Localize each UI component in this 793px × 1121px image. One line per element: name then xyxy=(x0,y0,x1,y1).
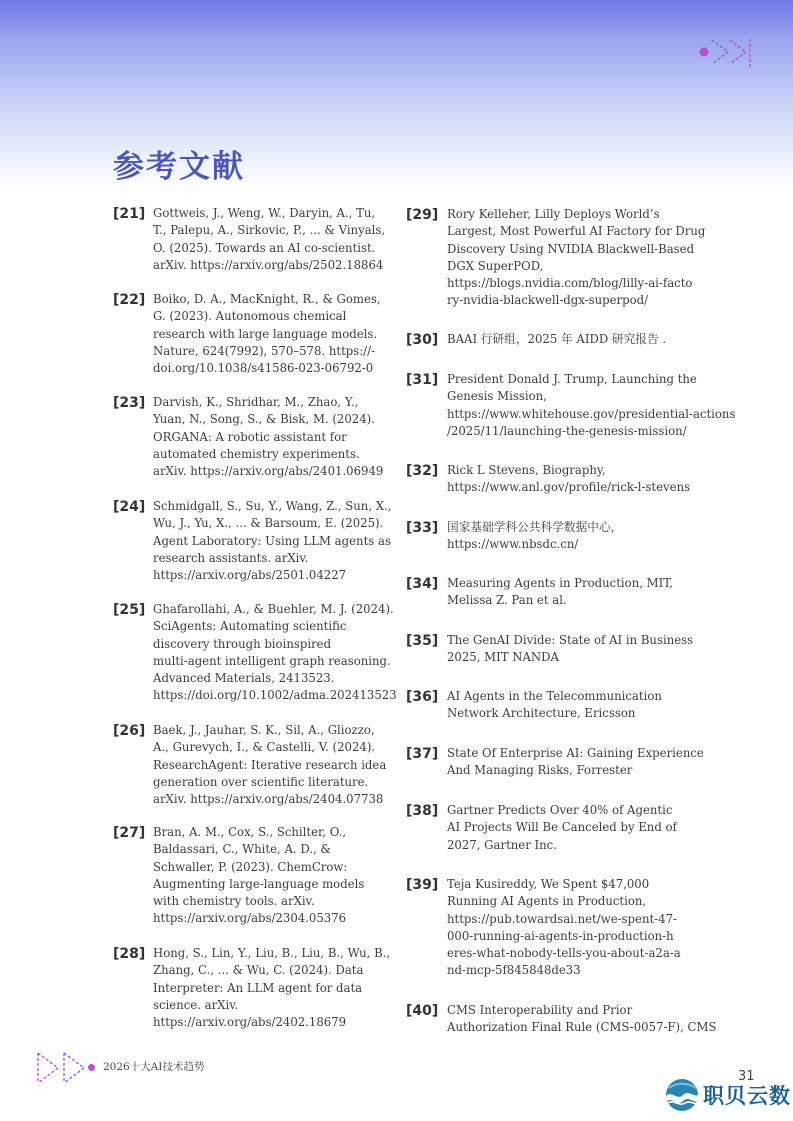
reference-number: [28] xyxy=(113,946,146,962)
reference-text: Gartner Predicts Over 40% of Agentic AI Projects Will Be Canceled by End of 2027, Gartner Inc. xyxy=(447,803,677,852)
reference-text: Measuring Agents in Production, MIT, Melissa Z. Pan et al. xyxy=(447,576,674,608)
reference-text: Baek, J., Jauhar, S. K., Sil, A., Gliozzo, A., Gurevych, I., & Castelli, V. (2024). ResearchAgent: Iterative research idea generation over scientific literature. arXiv. https://arxiv.org/abs/2404.07738 xyxy=(153,723,387,807)
chevron-decoration-icon xyxy=(690,36,760,72)
reference-number: [29] xyxy=(406,207,439,223)
reference-text: Rick L Stevens, Biography, https://www.anl.gov/profile/rick-l-stevens xyxy=(447,463,691,495)
reference-text: The GenAI Divide: State of AI in Business 2025, MIT NANDA xyxy=(447,633,694,665)
reference-text: Rory Kelleher, Lilly Deploys World’s Largest, Most Powerful AI Factory for Drug Discovery Using NVIDIA Blackwell-Based DGX SuperPOD, https://blogs.nvidia.com/blog/lilly-ai-facto ry-nvidia-blackwell-dgx-superpod/ xyxy=(447,207,706,308)
reference-text: Hong, S., Lin, Y., Liu, B., Liu, B., Wu, B., Zhang, C., ... & Wu, C. (2024). Data Interpreter: An LLM agent for data science. arXiv. https://arxiv.org/abs/2402.18679 xyxy=(153,946,391,1030)
reference-text: BAAI 行研组，2025 年 AIDD 研究报告 . xyxy=(447,332,667,346)
reference-number: [30] xyxy=(406,332,439,348)
reference-text: CMS Interoperability and Prior Authorization Final Rule (CMS-0057-F), CMS xyxy=(447,1003,717,1035)
wave-logo-icon xyxy=(663,1077,703,1113)
reference-text: 国家基础学科公共科学数据中心， https://www.nbsdc.cn/ xyxy=(447,520,623,552)
reference-number: [31] xyxy=(406,372,439,388)
footer-document-title: 2026十大AI技术趋势 xyxy=(103,1061,205,1073)
reference-number: [23] xyxy=(113,395,146,411)
reference-text: Bran, A. M., Cox, S., Schilter, O., Baldassari, C., White, A. D., & Schwaller, P. (2023). ChemCrow: Augmenting large-language models with chemistry tools. arXiv. https://arxiv.org/abs/2304.05376 xyxy=(153,825,365,926)
reference-text: State Of Enterprise AI: Gaining Experience And Managing Risks, Forrester xyxy=(447,746,704,778)
reference-number: [26] xyxy=(113,723,146,739)
brand-logo-text: 职贝云数 xyxy=(703,1084,791,1108)
reference-number: [37] xyxy=(406,746,439,762)
page-number: 31 xyxy=(738,1069,755,1084)
reference-number: [27] xyxy=(113,825,146,841)
reference-number: [40] xyxy=(406,1003,439,1019)
reference-number: [39] xyxy=(406,877,439,893)
reference-text: AI Agents in the Telecommunication Network Architecture, Ericsson xyxy=(447,689,662,721)
reference-text: Ghafarollahi, A., & Buehler, M. J. (2024). SciAgents: Automating scientific discovery through bioinspired multi-agent intelligent graph reasoning. Advanced Materials, 2413523. https://doi.org/10.1002/adma.202413523 xyxy=(153,602,397,703)
reference-number: [35] xyxy=(406,633,439,649)
reference-number: [25] xyxy=(113,602,146,618)
reference-text: Schmidgall, S., Su, Y., Wang, Z., Sun, X., Wu, J., Yu, X., ... & Barsoum, E. (2025). Agent Laboratory: Using LLM agents as research assistants. arXiv. https://arxiv.org/abs/2501.04227 xyxy=(153,499,392,583)
page-title: 参考文献 xyxy=(113,149,245,185)
reference-text: Boiko, D. A., MacKnight, R., & Gomes, G. (2023). Autonomous chemical research with large language models. Nature, 624(7992), 570–578. https://- doi.org/10.1038/s41586-023-06792-0 xyxy=(153,292,381,376)
reference-number: [34] xyxy=(406,576,439,592)
reference-number: [36] xyxy=(406,689,439,705)
reference-text: Darvish, K., Shridhar, M., Zhao, Y., Yuan, N., Song, S., & Bisk, M. (2024). ORGANA: A robotic assistant for automated chemistry experiments. arXiv. https://arxiv.org/abs/2401.06949 xyxy=(153,395,384,479)
reference-number: [24] xyxy=(113,499,146,515)
reference-number: [38] xyxy=(406,803,439,819)
reference-number: [22] xyxy=(113,292,146,308)
reference-text: Gottweis, J., Weng, W., Daryin, A., Tu, T., Palepu, A., Sirkovic, P., ... & Vinyals, O. (2025). Towards an AI co-scientist. arXiv. https://arxiv.org/abs/2502.18864 xyxy=(153,206,386,272)
reference-number: [32] xyxy=(406,463,439,479)
reference-number: [33] xyxy=(406,520,439,536)
reference-text: President Donald J. Trump, Launching the Genesis Mission, https://www.whitehouse.gov/presidential-actions /2025/11/launching-the-genesis-mission/ xyxy=(447,372,736,438)
reference-text: Teja Kusireddy, We Spent $47,000 Running AI Agents in Production, https://pub.towardsai.net/we-spent-47- 000-running-ai-agents-in-production-h eres-what-nobody-tells-you-about-a2a-a nd-mcp-5f845848de33 xyxy=(447,877,681,978)
reference-number: [21] xyxy=(113,206,146,222)
footer-dot-icon xyxy=(88,1064,95,1071)
